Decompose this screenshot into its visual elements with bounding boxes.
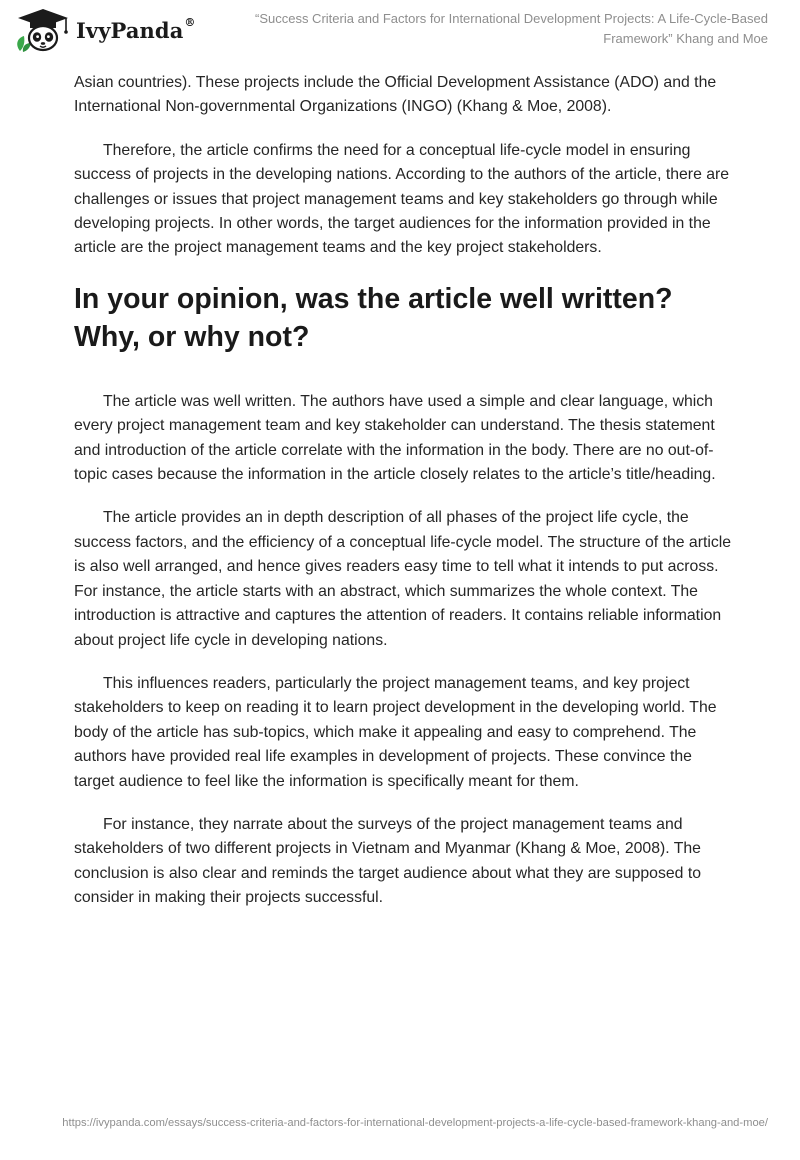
registered-mark: ® bbox=[184, 15, 196, 29]
section-heading: In your opinion, was the article well written? Why, or why not? bbox=[74, 282, 673, 353]
paragraph-4: The article provides an in depth description of all phases of the project life cycle, the success factors, and the efficiency of a conceptual life-cycle model. The structure of the article is also well arranged, and hence gives readers easy time to tell what it intends to put across. For instance, the article starts with an abstract, which summarizes the whole context. The introduction is attractive and captures the attention of readers. It contains reliable information about project life cycle in developing nations. bbox=[74, 509, 732, 649]
page-header bbox=[0, 0, 800, 70]
paragraph-6: For instance, they narrate about the surveys of the project management teams and stakeholders of two different projects in Vietnam and Myanmar (Khang & Moe, 2008). The conclusion is also clear and reminds the target audience about what they are supposed to consider in making their projects successful. bbox=[74, 815, 702, 907]
paragraph-5: This influences readers, particularly the project management teams, and key project stakeholders to keep on reading it to learn project development in the developing world. The body of the article has sub-topics, which make it appealing and easy to comprehend. The authors have provided real life examples in development of projects. These convince the target audience to feel like the information is specifically meant for them. bbox=[74, 674, 717, 790]
panda-graduate-icon bbox=[14, 7, 72, 53]
article-body bbox=[74, 71, 734, 930]
ivypanda-logo[interactable] bbox=[14, 7, 196, 53]
brand-text: IvyPanda bbox=[76, 17, 184, 43]
paragraph-3: The article was well written. The authors have used a simple and clear language, which every project management team and key stakeholder can understand. The thesis statement and introduction of the article correlate with the information in the body. There are no out-of-topic cases because the information in the article closely relates to the article’s title/heading. bbox=[74, 392, 716, 484]
document-title: “Success Criteria and Factors for International Development Projects: A Life-Cycle-Based Framework” Khang and Moe bbox=[254, 11, 768, 46]
paragraph-2: Therefore, the article confirms the need for a conceptual life-cycle model in ensuring success of projects in the developing nations. According to the authors of the article, there are challenges or issues that project management teams and key stakeholders go through while developing projects. In other words, the target audiences for the information provided in the article are the project management teams and the key project stakeholders. bbox=[74, 141, 730, 257]
paragraph-1: Asian countries). These projects include the Official Development Assistance (ADO) and the International Non-governmental Organizations (INGO) (Khang & Moe, 2008). bbox=[74, 74, 717, 116]
brand-name bbox=[76, 15, 196, 43]
source-url-link[interactable]: https://ivypanda.com/essays/success-criteria-and-factors-for-international-development-projects-a-life-cycle-based-framework-khang-and-moe/ bbox=[62, 1117, 768, 1129]
